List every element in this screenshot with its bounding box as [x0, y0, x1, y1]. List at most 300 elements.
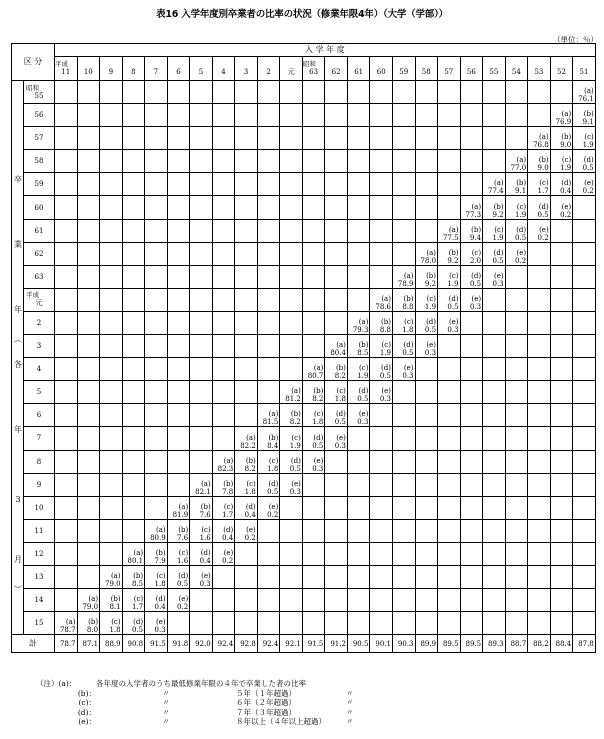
graduation-year: 58 — [34, 157, 44, 166]
ratio-cell — [235, 427, 258, 450]
ratio-cell — [438, 542, 461, 565]
ratio-cell — [483, 381, 506, 404]
graduation-year: 2 — [36, 318, 42, 327]
era-label — [168, 61, 190, 68]
ratio-cell — [370, 612, 393, 635]
total-value: 91.5 — [145, 635, 168, 653]
ratio-cell — [235, 127, 258, 150]
ratio-letter: (c) — [178, 548, 189, 557]
ratio-cell — [190, 427, 213, 450]
ratio-cell — [55, 150, 78, 173]
ratio-cell — [483, 473, 506, 496]
ratio-cell — [392, 311, 415, 334]
ratio-cell — [573, 173, 596, 196]
ratio-cell — [302, 311, 325, 334]
era-label — [280, 61, 302, 68]
ratio-cell — [235, 288, 258, 311]
ratio-cell — [55, 473, 78, 496]
ratio-cell — [235, 519, 258, 542]
ratio-letter: (e) — [448, 318, 459, 327]
ratio-cell — [212, 81, 235, 104]
ratio-letter: (d) — [223, 525, 234, 534]
ratio-cell — [257, 381, 280, 404]
ratio-cell — [190, 288, 213, 311]
graduation-year: 10 — [34, 503, 44, 512]
ratio-value: 0.3 — [334, 441, 346, 450]
ratio-cell — [483, 542, 506, 565]
year-header — [212, 57, 235, 81]
ratio-cell — [212, 542, 235, 565]
ratio-value: 8.2 — [334, 372, 346, 381]
ratio-value: 79.0 — [105, 580, 121, 589]
ratio-letter: (d) — [290, 456, 301, 465]
ratio-letter: (a) — [88, 595, 99, 604]
ratio-cell — [122, 565, 145, 588]
graduation-year: 5 — [36, 388, 42, 397]
year-header — [190, 57, 213, 81]
ratio-cell — [55, 589, 78, 612]
ratio-cell — [415, 311, 438, 334]
year-number: 8 — [131, 68, 136, 76]
ratio-cell — [122, 519, 145, 542]
ratio-cell — [280, 612, 303, 635]
ratio-cell — [347, 196, 370, 219]
ratio-cell — [528, 127, 551, 150]
row-label — [24, 542, 55, 565]
year-number: 61 — [354, 68, 364, 76]
ratio-cell — [77, 519, 100, 542]
ratio-value: 0.5 — [379, 372, 391, 381]
ratio-cell — [257, 265, 280, 288]
ratio-cell — [190, 542, 213, 565]
note-text-detail: ６年（２年超過） — [236, 698, 296, 707]
note-line — [36, 679, 354, 689]
ratio-cell — [370, 104, 393, 127]
ratio-cell — [257, 335, 280, 358]
ratio-cell — [528, 542, 551, 565]
ratio-cell — [550, 104, 573, 127]
ratio-letter: (b) — [178, 525, 189, 534]
year-number: 63 — [309, 68, 319, 76]
ratio-cell — [190, 450, 213, 473]
ratio-cell — [190, 196, 213, 219]
ratio-cell — [550, 496, 573, 519]
ratio-cell — [235, 311, 258, 334]
ratio-cell — [145, 404, 168, 427]
ratio-cell — [55, 242, 78, 265]
entry-year-header: 入 学 年 度 — [55, 44, 596, 57]
ratio-cell — [460, 450, 483, 473]
graduation-year-group-label — [12, 81, 24, 635]
ratio-cell — [483, 565, 506, 588]
ratio-value: 1.6 — [177, 556, 189, 565]
ratio-cell — [573, 496, 596, 519]
table-row — [12, 496, 596, 519]
total-label: 計 — [12, 635, 55, 653]
ratio-cell — [573, 311, 596, 334]
ratio-value: 0.5 — [334, 418, 346, 427]
ratio-letter: (e) — [516, 248, 527, 257]
ratio-cell — [415, 404, 438, 427]
row-label — [24, 519, 55, 542]
year-number: 62 — [331, 68, 341, 76]
ratio-cell — [438, 565, 461, 588]
ratio-value: 0.5 — [402, 349, 414, 358]
ratio-cell — [190, 381, 213, 404]
ratio-value: 76.1 — [578, 95, 594, 104]
year-number: 9 — [108, 68, 114, 76]
ratio-value: 0.2 — [177, 603, 189, 612]
ratio-cell — [167, 265, 190, 288]
total-value: 88.4 — [550, 635, 573, 653]
ratio-letter: (c) — [404, 318, 414, 327]
ratio-letter: (c) — [561, 156, 572, 165]
ratio-cell — [347, 404, 370, 427]
ratio-cell — [325, 565, 348, 588]
ratio-cell — [100, 496, 123, 519]
ratio-cell — [145, 311, 168, 334]
ratio-cell — [438, 81, 461, 104]
total-value: 92.4 — [212, 635, 235, 653]
year-header — [55, 57, 78, 81]
table-row — [12, 242, 596, 265]
ratio-cell — [415, 81, 438, 104]
ratio-value: 0.2 — [244, 533, 256, 542]
era-label — [123, 61, 145, 68]
ratio-cell — [460, 404, 483, 427]
graduation-year: 57 — [34, 134, 44, 143]
ratio-cell — [460, 427, 483, 450]
ratio-letter: (e) — [494, 271, 504, 280]
ratio-cell — [505, 519, 528, 542]
ratio-value: 80.7 — [307, 372, 324, 381]
ratio-cell — [550, 81, 573, 104]
ratio-value: 82.2 — [240, 441, 256, 450]
ratio-cell — [483, 265, 506, 288]
ratio-cell — [550, 219, 573, 242]
ratio-cell — [190, 496, 213, 519]
ratio-cell — [100, 335, 123, 358]
ratio-cell — [212, 589, 235, 612]
ratio-letter: (b) — [358, 341, 369, 350]
ratio-cell — [100, 127, 123, 150]
ratio-value: 0.4 — [222, 533, 234, 542]
ratio-cell — [415, 288, 438, 311]
ratio-cell — [438, 265, 461, 288]
table-row — [12, 450, 596, 473]
ratio-cell — [190, 265, 213, 288]
era-label: 平成 — [55, 60, 68, 68]
year-number: 2 — [266, 68, 271, 76]
ratio-cell — [392, 612, 415, 635]
year-header — [550, 57, 573, 81]
ratio-letter: (d) — [493, 248, 504, 257]
ratio-cell — [145, 104, 168, 127]
total-value: 90.8 — [122, 635, 145, 653]
ratio-cell — [392, 542, 415, 565]
ratio-cell — [257, 473, 280, 496]
ratio-cell — [122, 589, 145, 612]
table-row — [12, 335, 596, 358]
ratio-cell — [100, 265, 123, 288]
ratio-cell — [505, 173, 528, 196]
ratio-cell — [77, 81, 100, 104]
ratio-cell — [505, 288, 528, 311]
total-value: 91.8 — [167, 635, 190, 653]
ratio-letter: (a) — [426, 248, 437, 257]
ratio-value: 0.5 — [267, 487, 279, 496]
table-row — [12, 219, 596, 242]
table-row — [12, 381, 596, 404]
table-row — [12, 404, 596, 427]
ratio-cell — [347, 242, 370, 265]
ratio-cell — [235, 150, 258, 173]
ratio-cell — [167, 219, 190, 242]
ratio-cell — [77, 473, 100, 496]
ratio-cell — [167, 311, 190, 334]
ratio-cell — [235, 196, 258, 219]
ratio-cell — [77, 311, 100, 334]
ratio-cell — [505, 496, 528, 519]
ratio-value: 78.0 — [420, 256, 437, 265]
ratio-cell — [122, 381, 145, 404]
ratio-letter: (a) — [448, 225, 459, 234]
year-number: 54 — [511, 68, 521, 76]
ratio-letter: (d) — [245, 502, 256, 511]
graduation-year: 元 — [35, 299, 43, 308]
row-label — [24, 612, 55, 635]
ratio-cell — [302, 358, 325, 381]
ratio-cell — [438, 127, 461, 150]
ratio-cell — [55, 335, 78, 358]
group-label-char: ︶ — [14, 585, 22, 594]
ratio-cell — [145, 358, 168, 381]
ratio-cell — [235, 265, 258, 288]
ratio-cell — [438, 335, 461, 358]
ratio-cell — [77, 150, 100, 173]
ratio-cell — [325, 496, 348, 519]
ratio-cell — [483, 173, 506, 196]
ratio-letter: (d) — [583, 156, 594, 165]
ratio-cell — [325, 81, 348, 104]
ratio-cell — [257, 196, 280, 219]
ratio-cell — [167, 288, 190, 311]
ratio-cell — [347, 173, 370, 196]
ratio-cell — [325, 473, 348, 496]
ratio-cell — [235, 335, 258, 358]
ratio-cell — [415, 196, 438, 219]
ratio-cell — [77, 127, 100, 150]
note-text-detail: ７年（３年超過） — [236, 707, 296, 717]
ratio-letter: (b) — [561, 133, 572, 142]
note-label: (e)： — [78, 717, 96, 726]
ratio-cell — [483, 81, 506, 104]
ratio-cell — [347, 81, 370, 104]
ratio-cell — [77, 589, 100, 612]
ratio-cell — [145, 450, 168, 473]
ratio-cell — [483, 104, 506, 127]
ratio-value: 0.3 — [289, 487, 301, 496]
year-header — [145, 57, 168, 81]
ratio-cell — [573, 542, 596, 565]
total-value: 92.0 — [190, 635, 213, 653]
ratio-letter: (c) — [223, 502, 234, 511]
era-label — [213, 61, 235, 68]
ratio-cell — [167, 335, 190, 358]
era-label — [551, 61, 573, 68]
ratio-cell — [280, 496, 303, 519]
ratio-cell — [257, 450, 280, 473]
ratio-cell — [347, 358, 370, 381]
ratio-cell — [528, 311, 551, 334]
ratio-cell — [122, 242, 145, 265]
ratio-letter: (e) — [381, 387, 391, 396]
ratio-letter: (c) — [516, 202, 527, 211]
ratio-cell — [145, 173, 168, 196]
ratio-cell — [370, 589, 393, 612]
ratio-cell — [55, 358, 78, 381]
ratio-cell — [212, 127, 235, 150]
ratio-value: 0.2 — [537, 233, 549, 242]
ratio-value: 0.5 — [447, 302, 459, 311]
ratio-value: 1.8 — [109, 626, 121, 635]
ratio-cell — [392, 81, 415, 104]
table-row — [12, 612, 596, 635]
ratio-cell — [460, 496, 483, 519]
note-label: （注）(a)： — [36, 679, 77, 688]
ratio-cell — [302, 519, 325, 542]
ratio-cell — [190, 219, 213, 242]
ratio-cell — [347, 542, 370, 565]
ratio-cell — [280, 565, 303, 588]
ratio-cell — [347, 381, 370, 404]
ratio-letter: (a) — [223, 456, 234, 465]
ratio-cell — [483, 219, 506, 242]
year-number: 元 — [287, 68, 295, 76]
ratio-cell — [122, 81, 145, 104]
ratio-cell — [528, 81, 551, 104]
ratio-cell — [573, 381, 596, 404]
ratio-value: 0.5 — [537, 210, 549, 219]
ratio-cell — [392, 450, 415, 473]
ratio-cell — [392, 427, 415, 450]
ratio-cell — [302, 542, 325, 565]
ratio-cell — [77, 173, 100, 196]
ratio-cell — [235, 219, 258, 242]
ratio-cell — [415, 219, 438, 242]
total-value: 88.9 — [100, 635, 123, 653]
ratio-cell — [347, 335, 370, 358]
ratio-cell — [325, 242, 348, 265]
ratio-letter: (e) — [358, 410, 369, 419]
ratio-letter: (b) — [155, 548, 166, 557]
ratio-value: 9.0 — [560, 141, 572, 150]
ratio-cell — [415, 265, 438, 288]
table-row — [12, 565, 596, 588]
ratio-cell — [145, 519, 168, 542]
ratio-cell — [392, 404, 415, 427]
ratio-letter: (d) — [471, 271, 482, 280]
ratio-cell — [190, 473, 213, 496]
ratio-cell — [505, 104, 528, 127]
ratio-value: 0.3 — [199, 580, 211, 589]
year-header — [370, 57, 393, 81]
ratio-letter: (d) — [133, 618, 144, 627]
table-row — [12, 81, 596, 104]
ratio-letter: (d) — [268, 479, 279, 488]
ratio-cell — [370, 335, 393, 358]
total-value: 92.8 — [235, 635, 258, 653]
ratio-value: 7.9 — [154, 556, 166, 565]
ratio-cell — [483, 196, 506, 219]
ratio-cell — [167, 519, 190, 542]
ratio-cell — [438, 589, 461, 612]
ratio-cell — [550, 427, 573, 450]
ratio-value: 8.2 — [244, 464, 256, 473]
ratio-letter: (a) — [291, 387, 301, 396]
ratio-cell — [347, 150, 370, 173]
ratio-cell — [145, 127, 168, 150]
ratio-cell — [302, 450, 325, 473]
ratio-cell — [415, 473, 438, 496]
ratio-value: 0.3 — [312, 464, 324, 473]
ratio-letter: (d) — [448, 294, 459, 303]
ratio-value: 1.9 — [289, 441, 301, 450]
ratio-cell — [505, 450, 528, 473]
ratio-cell — [280, 173, 303, 196]
era-label — [438, 61, 460, 68]
ratio-cell — [257, 519, 280, 542]
ratio-cell — [528, 589, 551, 612]
graduation-year: 7 — [36, 434, 42, 443]
graduation-year: 3 — [36, 342, 42, 351]
ratio-value: 9.2 — [424, 279, 437, 288]
ratio-cell — [438, 496, 461, 519]
row-label — [24, 150, 55, 173]
ratio-cell — [280, 81, 303, 104]
ratio-cell — [483, 358, 506, 381]
ratio-cell — [392, 150, 415, 173]
row-label — [24, 404, 55, 427]
ratio-letter: (b) — [290, 410, 301, 419]
ratio-value: 1.7 — [131, 603, 144, 612]
ratio-cell — [573, 242, 596, 265]
ratio-cell — [55, 542, 78, 565]
ratio-cell — [438, 404, 461, 427]
ratio-cell — [235, 589, 258, 612]
ratio-cell — [257, 427, 280, 450]
note-label: (b)： — [77, 688, 96, 698]
ratio-value: 79.0 — [82, 603, 99, 612]
ratio-letter: (d) — [200, 548, 211, 557]
ratio-letter: (a) — [358, 318, 369, 327]
ratio-cell — [505, 150, 528, 173]
ratio-value: 80.4 — [330, 349, 346, 358]
ratio-cell — [573, 196, 596, 219]
ratio-cell — [505, 542, 528, 565]
ratio-letter: (a) — [561, 110, 572, 119]
ratio-value: 8.1 — [109, 603, 121, 612]
ratio-letter: (c) — [539, 179, 549, 188]
ratio-cell — [77, 288, 100, 311]
year-number: 60 — [376, 68, 386, 76]
ratio-cell — [55, 288, 78, 311]
graduation-year: 62 — [34, 249, 44, 258]
ratio-cell — [167, 496, 190, 519]
ratio-cell — [145, 219, 168, 242]
row-label — [24, 381, 55, 404]
ratio-value: 82.3 — [217, 464, 234, 473]
